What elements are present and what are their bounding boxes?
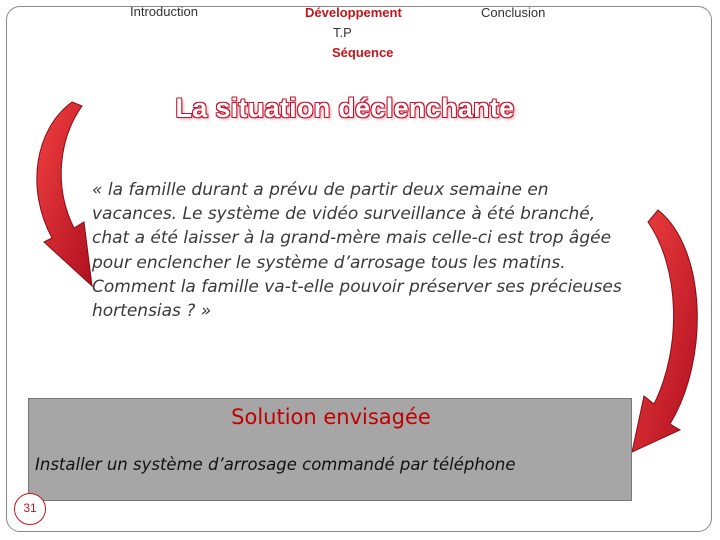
nav-developpement[interactable]: Développement — [305, 5, 402, 20]
solution-title: Solution envisagée — [231, 405, 431, 429]
curved-arrow-right-icon — [628, 208, 718, 468]
situation-quote: « la famille durant a prévu de partir deux semaine en vacances. Le système de vidéo surveillance à été branché, chat a été laisser à la grand-mère mais celle-ci est trop âgée pour enclencher le système d’arrosage tous les matins. Comment la famille va-t-elle pouvoir préserver ses précieuses hortensias ? » — [92, 180, 622, 322]
solution-text: Installer un système d’arrosage commandé par téléphone — [35, 455, 516, 474]
slide-title: La situation déclenchante — [175, 93, 515, 123]
nav-introduction[interactable]: Introduction — [130, 4, 198, 19]
nav-sequence[interactable]: Séquence — [332, 45, 394, 60]
nav-conclusion[interactable]: Conclusion — [481, 5, 546, 20]
solution-box — [28, 398, 632, 501]
nav-tp[interactable]: T.P — [333, 25, 352, 40]
page-number-badge: 31 — [14, 493, 46, 525]
